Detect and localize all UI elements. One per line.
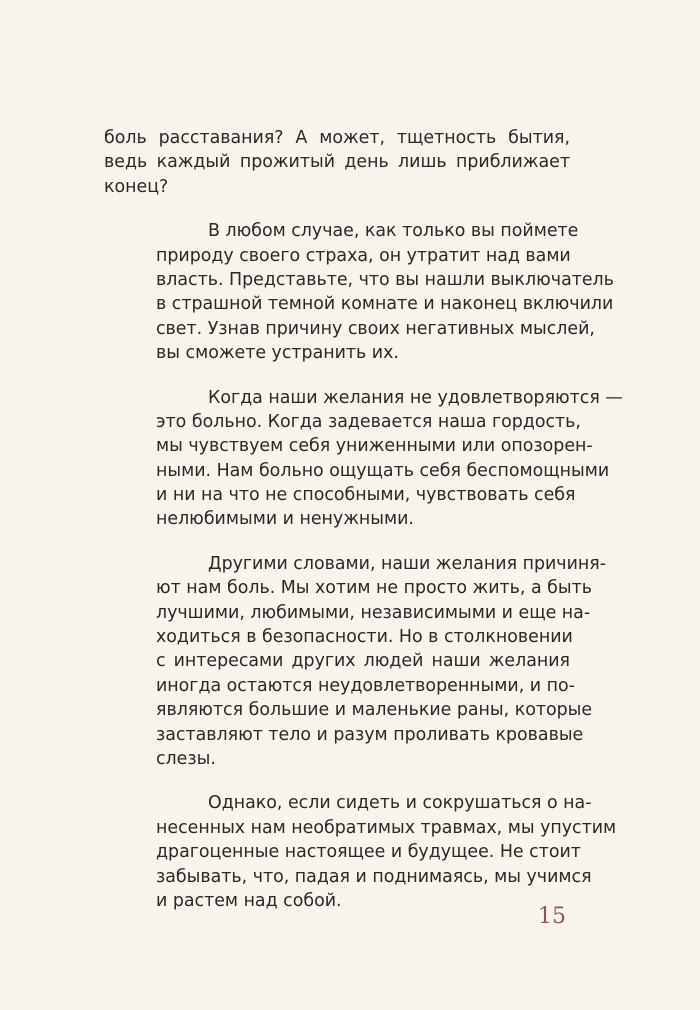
text-line: природу своего страха, он утратит над вами	[156, 245, 571, 266]
text-line: власть. Представьте, что вы нашли выключатель	[156, 269, 614, 290]
text-line: ходиться в безопасности. Но в столкновении	[156, 627, 573, 648]
text-line: драгоценные настоящее и будущее. Не стоит	[156, 842, 581, 863]
text-line: слезы.	[156, 748, 216, 769]
paragraph	[104, 552, 606, 772]
text-line: ют нам боль. Мы хотим не просто жить, а быть	[156, 578, 592, 599]
text-line: В любом случае, как только вы поймете	[208, 221, 579, 242]
text-line: ведь каждый прожитый день лишь приближает	[104, 152, 570, 173]
text-line: несенных нам необратимых травмах, мы упустим	[156, 817, 617, 838]
text-line: конец?	[104, 176, 169, 197]
text-line: и растем над собой.	[156, 890, 342, 911]
text-line: и ни на что не способными, чувствовать себя	[156, 485, 576, 506]
page-body-text	[104, 126, 623, 933]
paragraph	[104, 219, 614, 365]
page-number: 15	[538, 904, 566, 929]
text-line: Другими словами, наши желания причиня-	[208, 553, 606, 574]
text-line: лучшими, любимыми, независимыми и еще на-	[156, 602, 591, 623]
text-line: в страшной темной комнате и наконец включили	[156, 294, 614, 315]
text-line: ными. Нам больно ощущать себя беспомощными	[156, 460, 610, 481]
paragraph	[104, 126, 570, 199]
text-line: боль расставания? А может, тщетность бытия,	[104, 128, 570, 148]
text-line: Однако, если сидеть и сокрушаться о на-	[208, 793, 592, 814]
text-line: являются большие и маленькие раны, которые	[156, 700, 593, 721]
paragraph	[104, 386, 623, 532]
text-line: свет. Узнав причину своих негативных мыслей,	[156, 318, 595, 339]
text-line: иногда остаются неудовлетворенными, и по-	[156, 675, 575, 696]
text-line: мы чувствуем себя униженными или опозорен-	[156, 436, 593, 457]
text-line: заставляют тело и разум проливать кровавые	[156, 724, 584, 745]
text-line: это больно. Когда задевается наша гордость,	[156, 411, 581, 432]
text-line: вы сможете устранить их.	[156, 343, 399, 364]
text-line: забывать, что, падая и поднимаясь, мы учимся	[156, 866, 592, 887]
paragraph	[104, 791, 617, 913]
text-line: с интересами других людей наши желания	[156, 651, 570, 672]
text-line: нелюбимыми и ненужными.	[156, 509, 414, 530]
text-line: Когда наши желания не удовлетворяются —	[208, 387, 623, 408]
